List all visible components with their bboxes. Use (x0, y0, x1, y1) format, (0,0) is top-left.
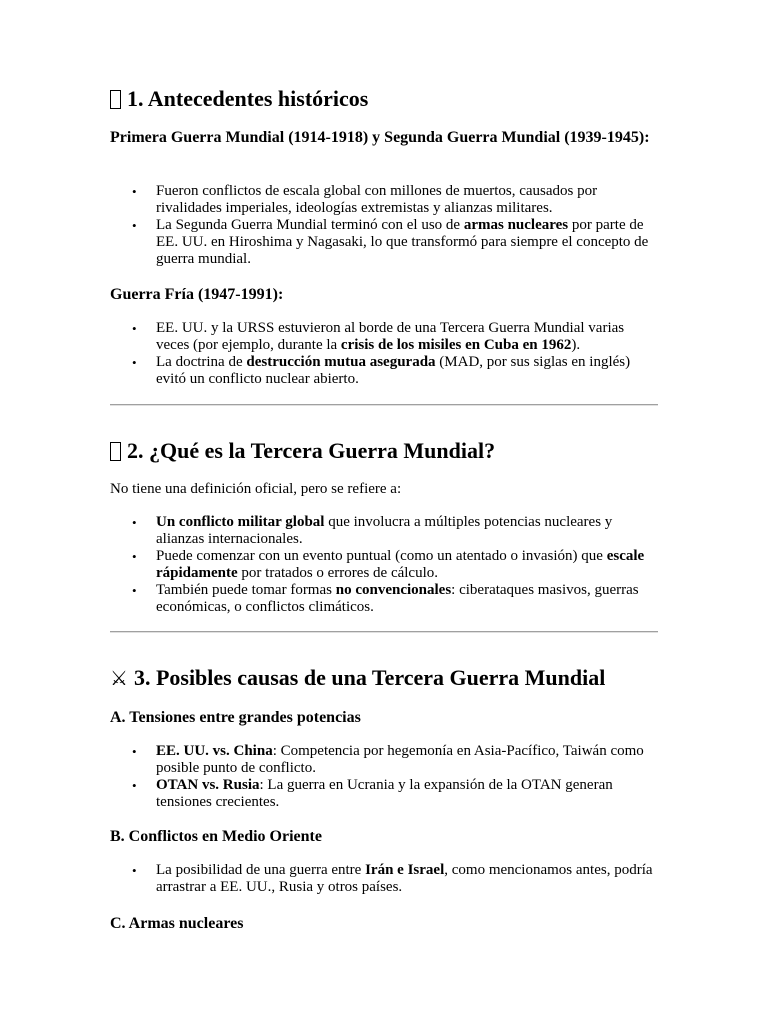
list-item: • Un conflicto militar global que involucra a múltiples potencias nucleares y alianzas internacionales. (156, 514, 658, 548)
section-2-title: 2. ¿Qué es la Tercera Guerra Mundial? (127, 438, 496, 463)
list-item: • Puede comenzar con un evento puntual (como un atentado o invasión) que escale rápidamente por tratados o errores de cálculo. (156, 548, 658, 582)
section-1-sub2-heading: Guerra Fría (1947-1991): (110, 286, 284, 303)
section-divider (110, 631, 658, 633)
section-1-sub2-list (110, 320, 658, 388)
list-item: • También puede tomar formas no convencionales: ciberataques masivos, guerras económicas, o conflictos climáticos. (156, 582, 658, 616)
section-2-intro: No tiene una definición oficial, pero se refiere a: (110, 481, 402, 497)
list-item: • EE. UU. y la URSS estuvieron al borde de una Tercera Guerra Mundial varias veces (por ejemplo, durante la crisis de los misiles en Cuba en 1962). (156, 320, 658, 354)
crossed-swords-icon: ⚔ (110, 666, 128, 690)
section-3-title: 3. Posibles causas de una Tercera Guerra Mundial (133, 665, 606, 690)
section-divider (110, 404, 658, 406)
list-item: • La Segunda Guerra Mundial terminó con el uso de armas nucleares por parte de EE. UU. en Hiroshima y Nagasaki, lo que transformó para siempre el concepto de guerra mundial. (156, 217, 658, 268)
missing-glyph-icon (110, 90, 121, 109)
section-3c-heading: C. Armas nucleares (110, 915, 244, 932)
section-3a-heading: A. Tensiones entre grandes potencias (110, 709, 361, 726)
section-3-heading (110, 665, 605, 691)
list-item: • OTAN vs. Rusia: La guerra en Ucrania y la expansión de la OTAN generan tensiones crecientes. (156, 777, 658, 811)
list-item: • Fueron conflictos de escala global con millones de muertos, causados por rivalidades imperiales, ideologías extremistas y alianzas militares. (156, 183, 658, 217)
section-3b-heading: B. Conflictos en Medio Oriente (110, 828, 322, 845)
section-1-sub1-list (110, 183, 658, 268)
section-1-heading (110, 86, 368, 112)
missing-glyph-icon (110, 442, 121, 461)
section-2-list (110, 514, 658, 616)
section-3b-list (110, 862, 658, 896)
section-1-sub1-heading: Primera Guerra Mundial (1914-1918) y Segunda Guerra Mundial (1939-1945): (110, 129, 650, 146)
section-3a-list (110, 743, 658, 811)
list-item: • EE. UU. vs. China: Competencia por hegemonía en Asia-Pacífico, Taiwán como posible punto de conflicto. (156, 743, 658, 777)
section-2-heading (110, 438, 495, 464)
list-item: • La posibilidad de una guerra entre Irán e Israel, como mencionamos antes, podría arrastrar a EE. UU., Rusia y otros países. (156, 862, 658, 896)
section-1-title: 1. Antecedentes históricos (127, 86, 369, 111)
list-item: • La doctrina de destrucción mutua asegurada (MAD, por sus siglas en inglés) evitó un conflicto nuclear abierto. (156, 354, 658, 388)
